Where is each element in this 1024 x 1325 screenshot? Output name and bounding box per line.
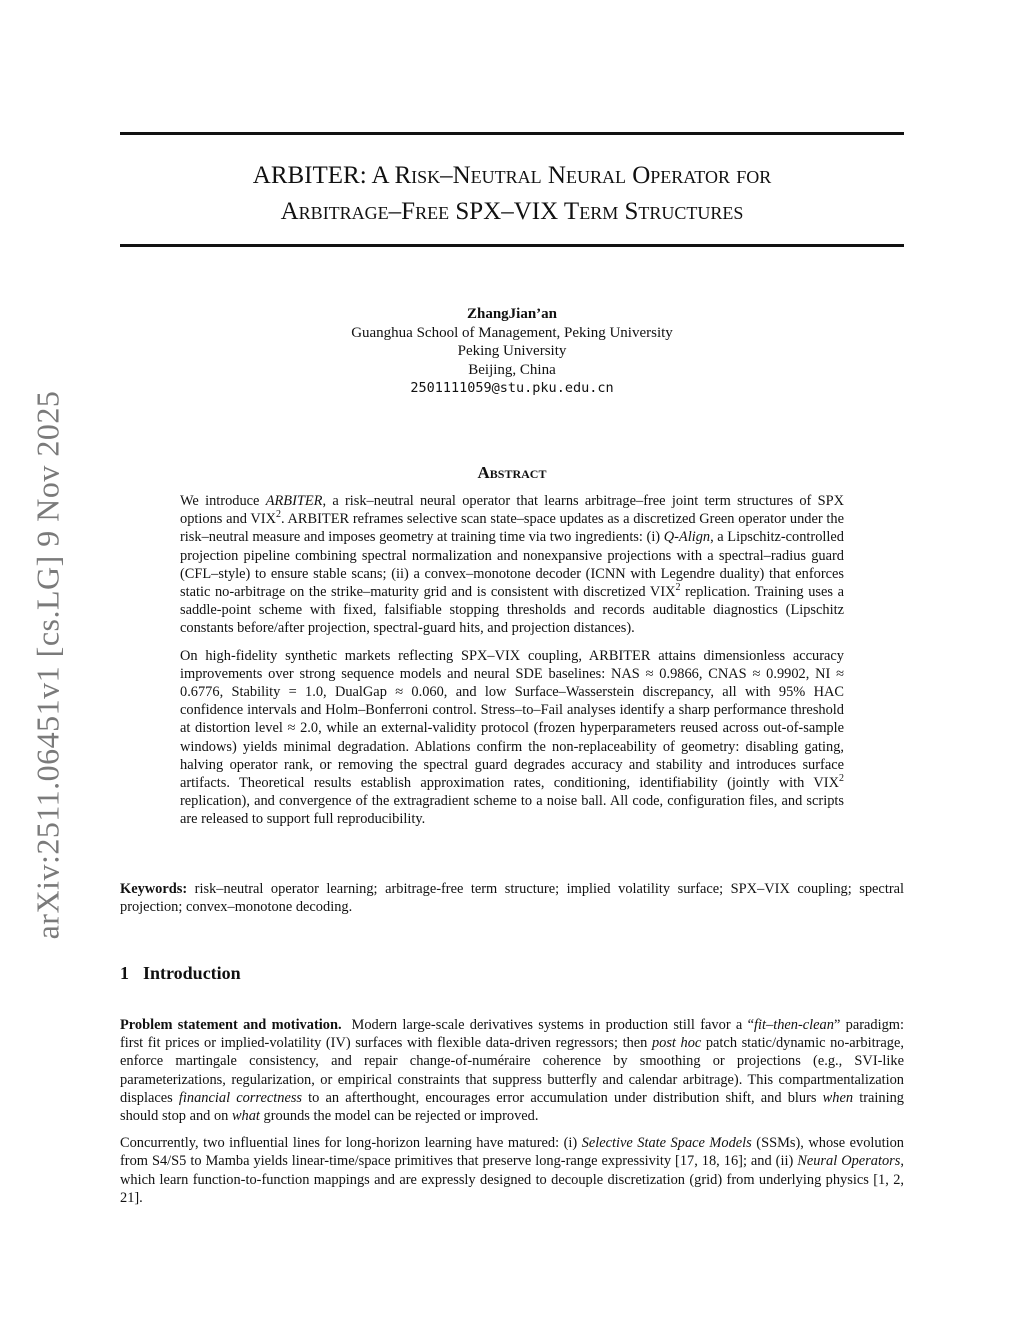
section-heading-introduction (120, 963, 241, 984)
author-affiliation-2: Peking University (457, 343, 567, 359)
author-email[interactable]: 2501111059@stu.pku.edu.cn (410, 380, 614, 396)
author-block (120, 305, 904, 398)
arxiv-identifier: arXiv:2511.06451v1 [cs.LG] 9 Nov 2025 (29, 390, 66, 940)
author-location: Beijing, China (468, 361, 556, 378)
keywords-label: Keywords: (120, 881, 188, 897)
author-affiliation-1: Guanghua School of Management, Peking University (351, 324, 673, 341)
abstract-paragraph-1: We introduce ARBITER, a risk–neutral neural operator that learns arbitrage–free joint term structures of SPX options and VIX$^2$. ARBITER reframes selective scan state–space updates as a discretized Green operator under the risk–neutral measure and imposes geometry at training time via two ingredients: (i) Q-Align, a Lipschitz-controlled projection pipeline combining spectral normalization and nonexpansive projections with a spectral–radius guard (CFL–style) to ensure stable scans; (ii) a convex–monotone decoder (ICNN with Legendre duality) that enforces static no-arbitrage on the strike–maturity grid and is consistent with discretized VIX$^2$ replication. Training uses a saddle-point scheme with fixed, falsifiable stopping thresholds and records auditable diagnostics (Lipschitz constants before/after projection, spectral-guard hits, and projection distances). (180, 493, 844, 637)
section-number: 1 (120, 963, 129, 983)
keywords-text: risk–neutral operator learning; arbitrage-free term structure; implied volatility surface; SPX–VIX coupling; spectral projection; convex–monotone decoding. (120, 881, 904, 916)
title-line-1: ARBITER: A Risk–Neutral Neural Operator for (252, 162, 772, 189)
title-rule-bottom (120, 244, 904, 247)
title-rule-top (120, 132, 904, 135)
abstract-body (180, 492, 844, 838)
keywords (120, 880, 904, 916)
paragraph-heading: Problem statement and motivation. (120, 1017, 342, 1033)
body-paragraph-1: Problem statement and motivation. Modern large-scale derivatives systems in production still favor a “fit–then-clean” paradigm: first fit prices or implied-volatility (IV) surfaces with flexible data-driven regressors; then post hoc patch static/dynamic no-arbitrage, enforce martingale consistency, and repair change-of-numéraire coherence by smoothing or projections (e.g., SVI-like parameterizations, regularization, or empirical constraints that suppress butterfly and calendar arbitrage). This compartmentalization displaces financial correctness to an afterthought, encourages error accumulation under distribution shift, and blurs when training should stop and on what grounds the model can be rejected or improved. (120, 1017, 905, 1125)
title-line-2: Arbitrage–Free SPX–VIX Term Structures (280, 198, 744, 225)
introduction-body (120, 1016, 904, 1216)
abstract-heading: Abstract (477, 463, 547, 482)
body-paragraph-2: Concurrently, two influential lines for long-horizon learning have matured: (i) Selective State Space Models (SSMs), whose evolution from S4/S5 to Mamba yields linear-time/space primitives that preserve long-range expressivity [17, 18, 16]; and (ii) Neural Operators, which learn function-to-function mappings and are expressly designed to decouple discretization (grid) from underlying physics [1, 2, 21]. (120, 1135, 904, 1206)
abstract-paragraph-2: On high-fidelity synthetic markets reflecting SPX–VIX coupling, ARBITER attains dimensionless accuracy improvements over strong sequence models and neural SDE baselines: NAS ≈ 0.9866, CNAS ≈ 0.9902, NI ≈ 0.6776, Stability = 1.0, DualGap ≈ 0.060, and low Surface–Wasserstein discrepancy, all with 95% HAC confidence intervals and Holm–Bonferroni control. Stress–to–Fail analyses identify a sharp performance threshold at distortion level ≈ 2.0, while an external-validity protocol (frozen hyperparameters reused across out-of-sample windows) yields minimal degradation. Ablations confirm the non-replaceability of geometry: disabling gating, halving operator rank, or removing the spectral guard degrades accuracy and stability and introduces surface artifacts. Theoretical results establish approximation rates, conditioning, identifiability (jointly with VIX$^2$ replication), and convergence of the extragradient scheme to a noise ball. All code, configuration files, and scripts are released to support full reproducibility. (180, 647, 844, 828)
section-title: Introduction (143, 963, 241, 983)
author-name: ZhangJian’an (466, 306, 558, 322)
paper-title (120, 158, 904, 230)
arxiv-sidebar-stamp (28, 380, 68, 950)
